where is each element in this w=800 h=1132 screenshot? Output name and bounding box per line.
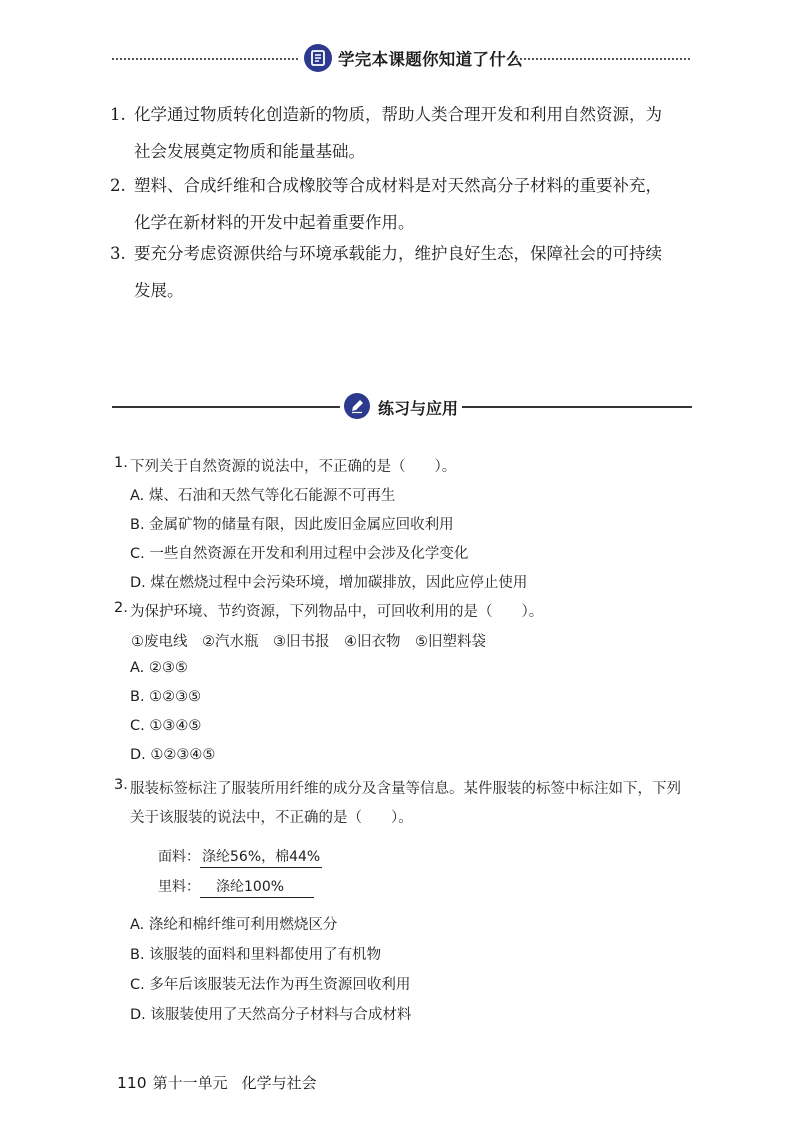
unit-name: 第十一单元 [152, 1074, 228, 1092]
summary-point [110, 235, 710, 309]
option-b: B. 金属矿物的储量有限，因此废旧金属应回收利用 [130, 517, 454, 533]
question-text: 为保护环境、节约资源，下列物品中，可回收利用的是（ ）。 [130, 604, 544, 620]
question-text: 服装标签标注了服装所用纤维的成分及含量等信息。某件服装的标签中标注如下，下列 [130, 781, 681, 797]
exercise-divider-right [462, 406, 692, 408]
page-footer [117, 1072, 317, 1093]
option-b: B. 该服装的面料和里料都使用了有机物 [130, 947, 382, 963]
summary-point-line: 化学在新材料的开发中起着重要作用。 [134, 213, 415, 232]
summary-point-number: 3. [110, 244, 126, 263]
clothing-label-lining [158, 876, 314, 898]
option-c: C. 一些自然资源在开发和利用过程中会涉及化学变化 [130, 546, 469, 562]
lining-key: 里料： [158, 879, 200, 895]
book-icon [304, 44, 332, 72]
fabric-value: 涤纶56%，棉44% [200, 846, 322, 868]
lining-value: 涤纶100% [200, 876, 314, 898]
summary-divider-left [112, 58, 298, 60]
option-d: D. 该服装使用了天然高分子材料与合成材料 [130, 1007, 412, 1023]
exercise-divider-left [112, 406, 340, 408]
summary-point-number: 2. [110, 176, 126, 195]
summary-point-line: 发展。 [134, 281, 184, 300]
page-number: 110 [117, 1074, 147, 1092]
summary-point [110, 167, 710, 241]
option-a: A. 涤纶和棉纤维可利用燃烧区分 [130, 917, 338, 933]
option-a: A. 煤、石油和天然气等化石能源不可再生 [130, 488, 396, 504]
question-text: 下列关于自然资源的说法中，不正确的是（ ）。 [130, 459, 457, 475]
fabric-key: 面料： [158, 849, 200, 865]
option-c: C. 多年后该服装无法作为再生资源回收利用 [130, 977, 411, 993]
summary-divider-right [507, 58, 690, 60]
summary-point-line: 化学通过物质转化创造新的物质，帮助人类合理开发和利用自然资源，为 [134, 105, 662, 124]
recyclable-items: ①废电线 ②汽水瓶 ③旧书报 ④旧衣物 ⑤旧塑料袋 [131, 634, 486, 650]
option-b: B. ①②③⑤ [130, 689, 202, 705]
question-number: 1. [114, 455, 128, 471]
exercise-title: 练习与应用 [378, 399, 459, 418]
question-number: 3. [114, 777, 128, 793]
summary-point-line: 要充分考虑资源供给与环境承载能力，维护良好生态，保障社会的可持续 [134, 244, 662, 263]
summary-point-number: 1. [110, 105, 126, 124]
question-number: 2. [114, 600, 128, 616]
summary-point-line: 塑料、合成纤维和合成橡胶等合成材料是对天然高分子材料的重要补充， [134, 176, 662, 195]
summary-title: 学完本课题你知道了什么 [338, 50, 523, 69]
summary-point-line: 社会发展奠定物质和能量基础。 [134, 142, 365, 161]
clothing-label-fabric [158, 846, 322, 868]
option-d: D. ①②③④⑤ [130, 747, 216, 763]
option-d: D. 煤在燃烧过程中会污染环境，增加碳排放，因此应停止使用 [130, 575, 528, 591]
question-text: 关于该服装的说法中，不正确的是（ ）。 [130, 810, 413, 826]
unit-topic: 化学与社会 [241, 1074, 317, 1092]
option-c: C. ①③④⑤ [130, 718, 202, 734]
option-a: A. ②③⑤ [130, 660, 188, 676]
pen-icon [344, 393, 370, 419]
summary-point [110, 96, 710, 170]
